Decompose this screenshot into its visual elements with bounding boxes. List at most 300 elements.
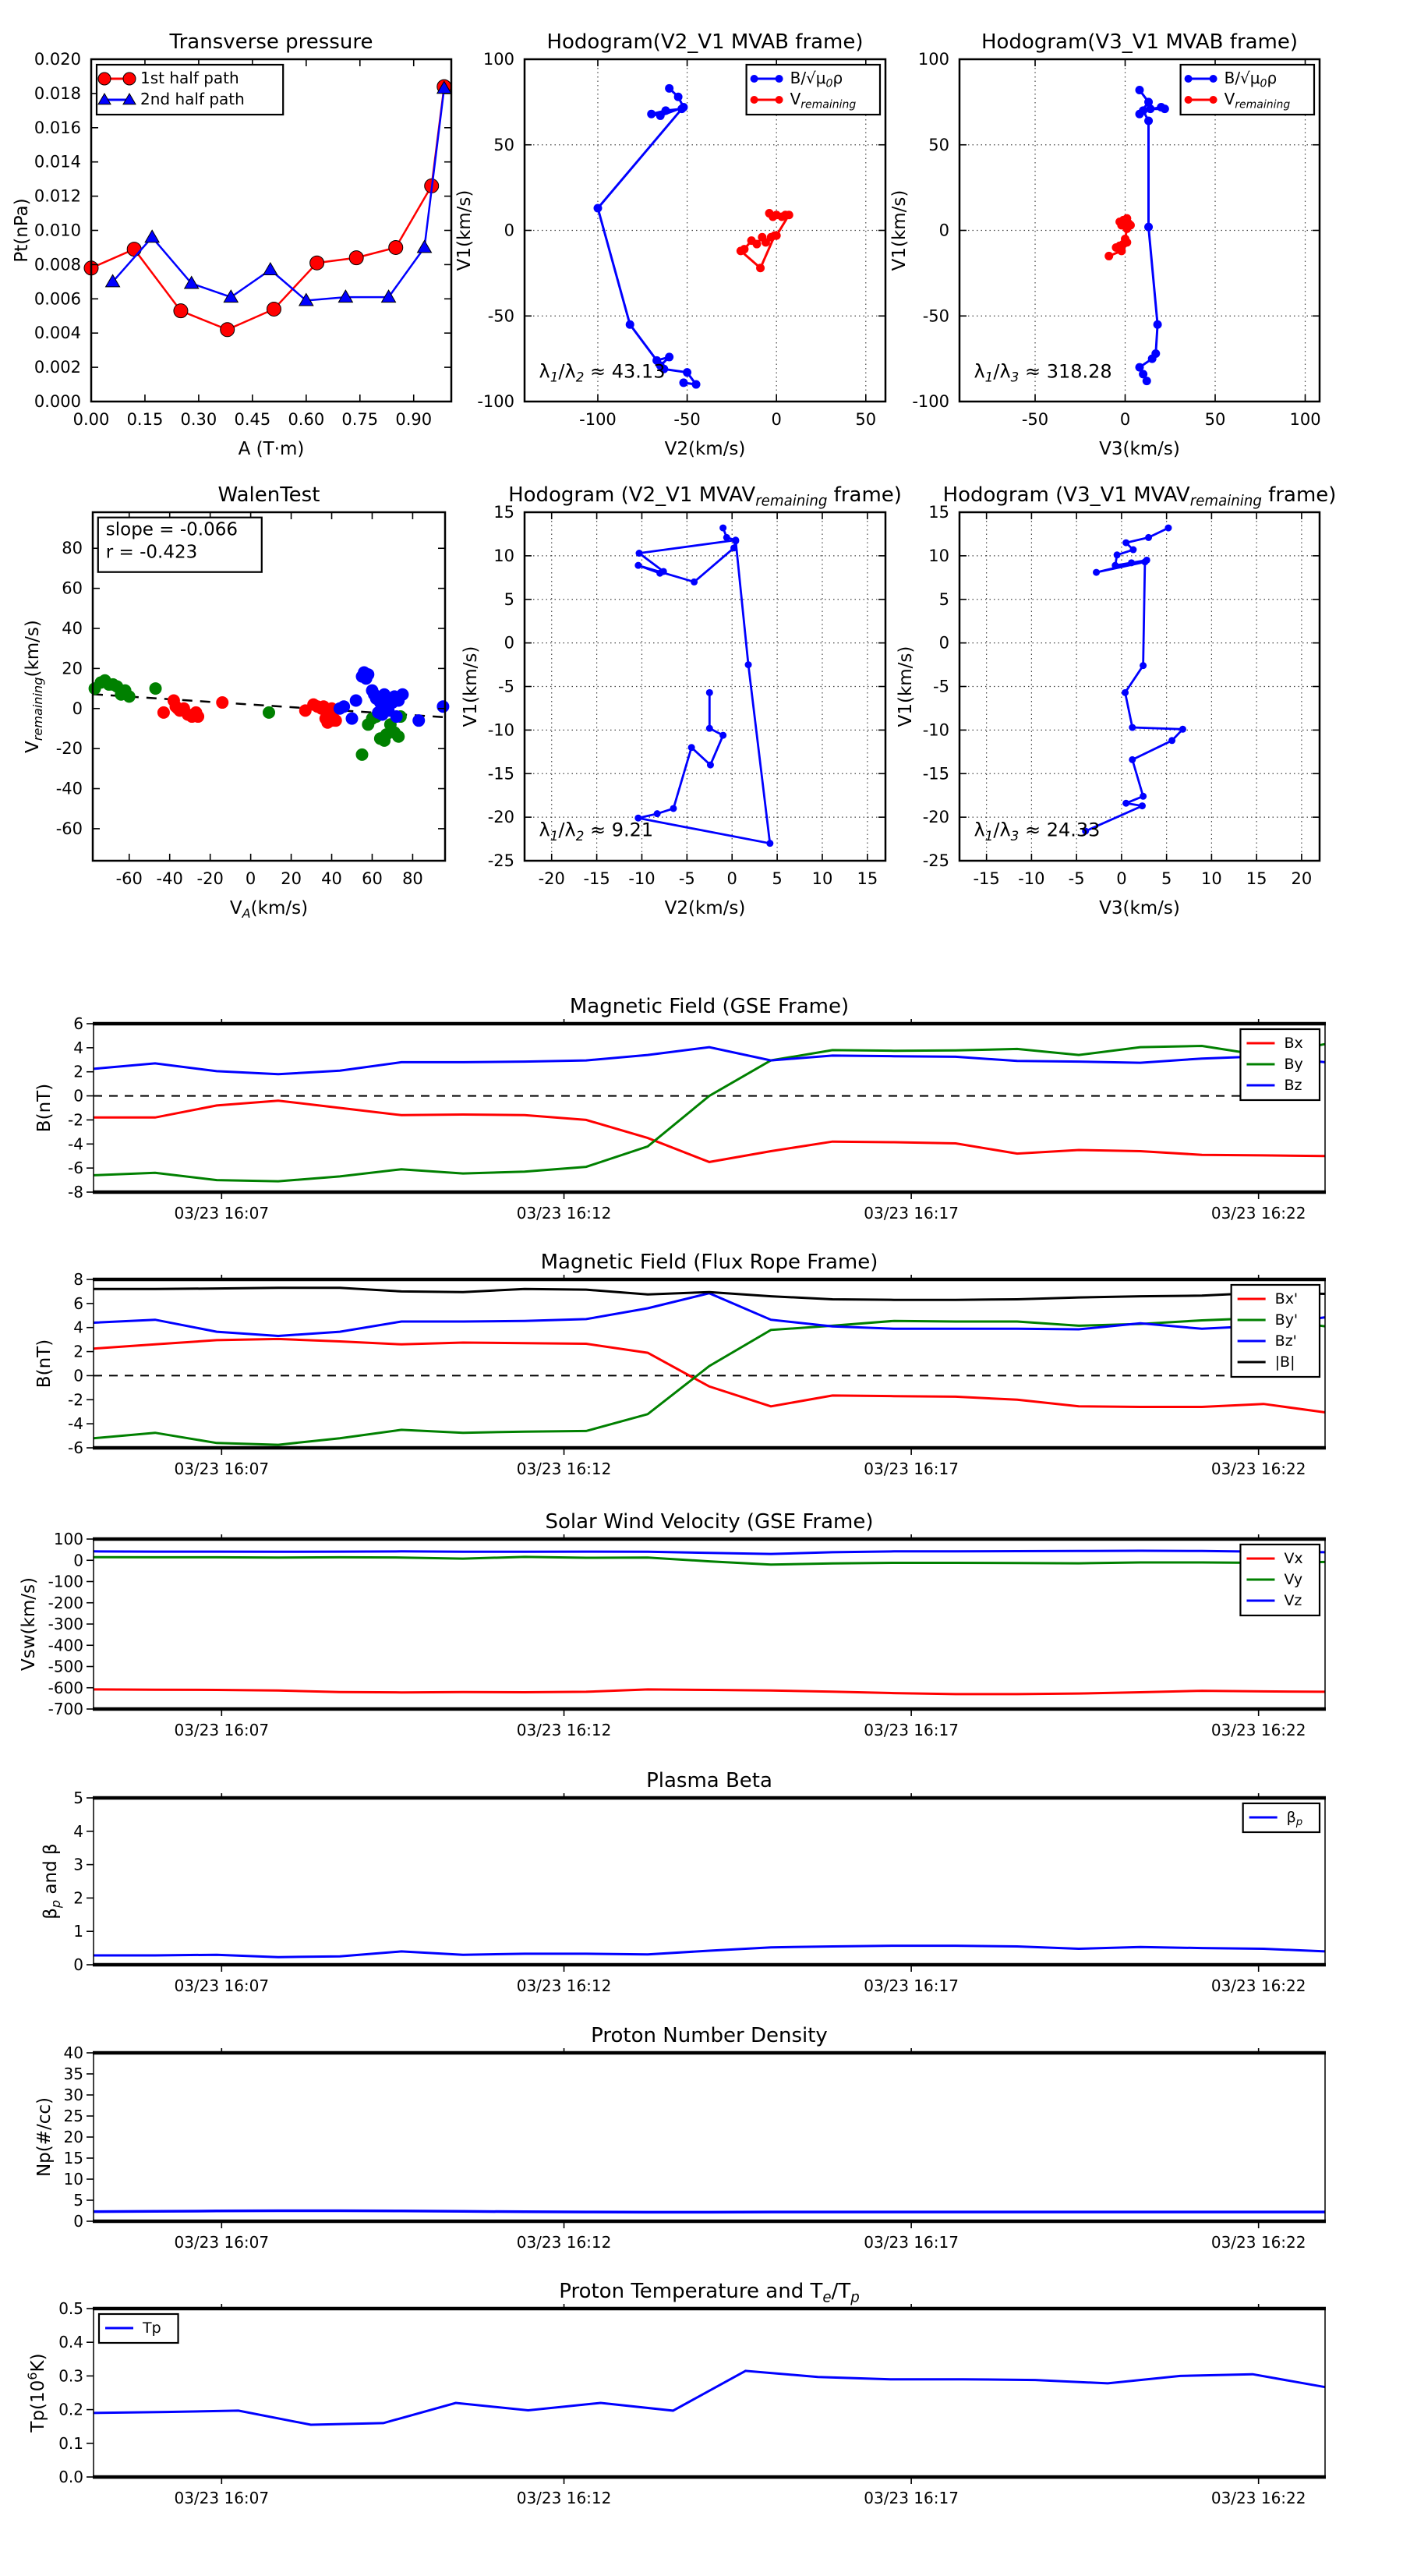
y-tick-label: -6	[68, 1438, 83, 1457]
annotation: $\lambda_1/\lambda_3 \approx 24.33$	[974, 819, 1101, 844]
point-marker	[317, 700, 330, 713]
x-tick-label: 0.90	[395, 410, 433, 429]
legend-label: Bz'	[1274, 1332, 1297, 1350]
y-tick-label: 0.012	[34, 186, 81, 206]
legend-label: $V_{remaining}$	[1224, 90, 1291, 111]
point-marker	[1129, 756, 1136, 763]
x-tick-label: -5	[678, 869, 695, 888]
point-marker	[707, 762, 714, 769]
point-marker	[1154, 320, 1162, 329]
y-axis-label: V1(km/s)	[889, 189, 910, 271]
y-tick-label: 30	[63, 2086, 83, 2104]
point-marker	[310, 256, 324, 270]
point-marker	[1164, 525, 1172, 532]
y-tick-label: -4	[68, 1134, 83, 1154]
point-marker	[267, 302, 281, 316]
x-tick-label: 100	[1289, 410, 1321, 429]
chart-solar-wind-velocity	[19, 1510, 1326, 1739]
y-tick-label: -700	[48, 1700, 83, 1718]
x-tick-label: 03/23 16:17	[864, 1721, 959, 1739]
point-marker	[730, 544, 737, 551]
legend-label: 1st half path	[140, 69, 239, 87]
axes-box	[94, 1279, 1325, 1448]
x-tick-label: 5	[1161, 869, 1172, 888]
x-tick-label: 0.15	[126, 410, 164, 429]
point-marker	[1117, 246, 1126, 255]
y-tick-label: -15	[487, 764, 514, 784]
point-marker	[1122, 689, 1129, 696]
y-tick-label: 0.004	[34, 324, 81, 343]
y-tick-label: 0.0	[58, 2468, 83, 2486]
y-tick-label: 0.5	[58, 2299, 83, 2318]
x-tick-label: 03/23 16:12	[516, 1204, 612, 1223]
point-marker	[691, 579, 698, 586]
axes-box	[94, 2309, 1325, 2477]
chart-title: Magnetic Field (Flux Rope Frame)	[540, 1251, 878, 1274]
y-axis-label: $V_{remaining}(km/s)$	[23, 620, 46, 753]
point-marker	[396, 688, 408, 701]
point-marker	[636, 550, 643, 557]
y-tick-label: -50	[922, 306, 949, 326]
y-tick-label: 5	[73, 1789, 83, 1807]
triangle-marker	[338, 290, 352, 302]
x-axis-label: V2(km/s)	[664, 439, 746, 459]
legend-label: Bx	[1284, 1035, 1303, 1052]
point-marker	[1128, 559, 1135, 566]
x-tick-label: 03/23 16:07	[174, 1460, 270, 1478]
legend-label: By	[1284, 1056, 1303, 1073]
y-tick-label: -8	[68, 1183, 83, 1201]
point-marker	[770, 232, 779, 240]
y-tick-label: -25	[487, 851, 514, 870]
point-marker	[346, 713, 359, 725]
legend-label: $B/√\mu_0\rho$	[790, 69, 843, 90]
point-marker	[751, 96, 758, 104]
x-tick-label: -15	[973, 869, 1000, 888]
x-tick-label: 0	[245, 869, 256, 888]
chart-title: Proton Number Density	[591, 2024, 828, 2047]
point-marker	[123, 73, 136, 85]
y-tick-label: -2	[68, 1390, 83, 1410]
triangle-marker	[263, 263, 277, 274]
x-tick-label: 03/23 16:07	[174, 1721, 270, 1739]
point-marker	[1139, 106, 1147, 115]
point-marker	[1144, 117, 1153, 126]
y-tick-label: 10	[928, 546, 949, 565]
y-tick-label: 15	[493, 503, 514, 522]
point-marker	[674, 93, 683, 101]
y-tick-label: 0	[938, 221, 949, 240]
y-tick-label: 100	[917, 50, 949, 69]
y-tick-label: 6	[73, 1293, 83, 1313]
y-tick-label: 50	[928, 135, 949, 154]
point-marker	[677, 104, 686, 113]
y-axis-label: Vsw(km/s)	[19, 1577, 39, 1671]
point-marker	[1185, 96, 1193, 104]
y-tick-label: -20	[55, 739, 83, 759]
point-marker	[362, 668, 374, 681]
x-tick-label: 03/23 16:12	[516, 1976, 612, 1995]
legend-label: 2nd half path	[140, 90, 245, 108]
y-axis-label: $\beta_p$ and β	[41, 1843, 64, 1920]
y-tick-label: 3	[73, 1855, 83, 1874]
legend-label: |B|	[1274, 1353, 1295, 1371]
chart-hodogram-v2v1-mvab	[454, 30, 885, 459]
x-tick-label: 03/23 16:22	[1210, 1204, 1306, 1223]
series-Vx	[94, 1690, 1325, 1694]
x-tick-label: -15	[583, 869, 610, 888]
point-marker	[1185, 75, 1193, 83]
y-tick-label: 0.1	[58, 2433, 83, 2453]
series-Tp	[94, 2371, 1325, 2425]
y-tick-label: 0.018	[34, 83, 81, 103]
point-marker	[656, 570, 663, 577]
y-tick-label: 1	[73, 1922, 83, 1941]
x-tick-label: 50	[855, 410, 877, 429]
y-tick-label: 25	[63, 2107, 83, 2125]
legend-label: Vy	[1284, 1571, 1303, 1588]
series-Vz	[94, 1551, 1325, 1554]
x-tick-label: 0	[726, 869, 737, 888]
x-tick-label: 10	[811, 869, 833, 888]
point-marker	[647, 110, 656, 119]
x-tick-label: -20	[196, 869, 224, 888]
legend-label: Vz	[1284, 1592, 1302, 1609]
point-marker	[349, 251, 363, 265]
y-tick-label: 2	[73, 1342, 83, 1361]
legend-label: Bx'	[1274, 1290, 1299, 1307]
x-tick-label: -50	[673, 410, 701, 429]
y-tick-label: -50	[487, 306, 514, 326]
x-tick-label: 10	[1201, 869, 1222, 888]
x-tick-label: 03/23 16:07	[174, 2489, 270, 2507]
x-tick-label: 03/23 16:07	[174, 2233, 270, 2252]
chart-title: Proton Temperature and $T_e/T_p$	[559, 2280, 860, 2306]
y-tick-label: 0.4	[58, 2333, 83, 2352]
point-marker	[221, 323, 235, 337]
point-marker	[679, 378, 687, 387]
x-tick-label: 0.30	[180, 410, 217, 429]
y-axis-label: Pt(nPa)	[12, 198, 32, 263]
point-marker	[1140, 793, 1147, 800]
y-axis-label: V1(km/s)	[461, 646, 481, 727]
x-tick-label: 03/23 16:12	[516, 1721, 612, 1739]
point-marker	[665, 84, 673, 93]
point-marker	[758, 233, 766, 242]
y-tick-label: -2	[68, 1110, 83, 1130]
y-axis-label: B(nT)	[34, 1083, 55, 1133]
x-axis-label: V3(km/s)	[1099, 439, 1180, 459]
point-marker	[1210, 75, 1217, 83]
point-marker	[436, 700, 449, 713]
y-tick-label: -300	[48, 1615, 83, 1633]
point-marker	[1122, 540, 1129, 547]
point-marker	[123, 690, 136, 702]
point-marker	[719, 732, 726, 739]
y-axis-label: V1(km/s)	[454, 189, 475, 271]
y-tick-label: 0	[73, 1955, 83, 1974]
y-tick-label: 10	[493, 546, 514, 565]
annotation: $\lambda_1/\lambda_3 \approx 318.28$	[974, 360, 1112, 385]
point-marker	[1210, 96, 1217, 104]
y-tick-label: -15	[922, 764, 949, 784]
y-tick-label: 0.014	[34, 152, 81, 172]
chart-hodogram-v3v1-mvab	[889, 30, 1321, 459]
x-tick-label: 0	[1116, 869, 1127, 888]
x-tick-label: -60	[115, 869, 143, 888]
y-tick-label: 5	[504, 589, 514, 609]
chart-title: Hodogram (V3_V1 $MVAV_{remaining}$ frame)	[942, 483, 1337, 510]
y-axis-label: B(nT)	[34, 1339, 55, 1389]
point-marker	[1129, 724, 1136, 731]
y-tick-label: -600	[48, 1678, 83, 1697]
series-Vy	[94, 1557, 1325, 1565]
point-marker	[391, 710, 403, 723]
x-tick-label: 03/23 16:17	[864, 2489, 959, 2507]
y-tick-label: 0.008	[34, 255, 81, 274]
point-marker	[785, 211, 793, 219]
chart-magnetic-field-flux-rope	[34, 1251, 1326, 1478]
y-tick-label: 0	[72, 699, 83, 718]
y-tick-label: 0	[73, 1551, 83, 1570]
legend-label: $\beta_p$	[1286, 1809, 1303, 1829]
stats-line: r = -0.423	[105, 542, 198, 563]
point-marker	[1145, 534, 1152, 541]
y-tick-label: 100	[482, 50, 514, 69]
x-tick-label: -50	[1021, 410, 1049, 429]
y-tick-label: 8	[73, 1270, 83, 1289]
point-marker	[751, 75, 758, 83]
point-marker	[392, 731, 405, 743]
point-marker	[1114, 551, 1121, 558]
triangle-marker	[418, 240, 432, 252]
y-tick-label: 0.000	[34, 392, 81, 411]
point-marker	[737, 246, 745, 255]
point-marker	[157, 706, 170, 719]
chart-title: Hodogram(V2_V1 MVAB frame)	[546, 30, 864, 54]
point-marker	[1144, 223, 1153, 232]
chart-proton-number-density	[34, 2024, 1326, 2252]
x-tick-label: 03/23 16:12	[516, 1460, 612, 1478]
point-marker	[389, 240, 403, 254]
point-marker	[706, 725, 713, 732]
legend-label: Tp	[143, 2319, 161, 2337]
y-tick-label: 40	[62, 619, 83, 638]
point-marker	[654, 810, 661, 817]
x-tick-label: 03/23 16:17	[864, 2233, 959, 2252]
y-tick-label: -500	[48, 1657, 83, 1676]
y-axis-label: Np(#/cc)	[34, 2097, 55, 2178]
point-marker	[692, 380, 701, 389]
point-marker	[1146, 104, 1154, 113]
x-axis-label: V2(km/s)	[664, 898, 746, 918]
chart-title: Solar Wind Velocity (GSE Frame)	[545, 1510, 874, 1534]
point-marker	[634, 562, 641, 569]
point-marker	[1129, 547, 1136, 554]
point-marker	[1136, 86, 1144, 94]
legend-label: Vx	[1284, 1550, 1303, 1567]
y-tick-label: 4	[73, 1318, 83, 1337]
y-tick-label: -10	[922, 720, 949, 740]
x-tick-label: 03/23 16:22	[1210, 1460, 1306, 1478]
x-tick-label: 20	[1291, 869, 1313, 888]
axes-box	[94, 2053, 1325, 2221]
point-marker	[662, 106, 670, 115]
point-marker	[665, 352, 673, 361]
y-tick-label: 0.2	[58, 2400, 83, 2419]
chart-title: Hodogram (V2_V1 $MVAV_{remaining}$ frame)	[508, 483, 902, 510]
series-Np	[94, 2211, 1325, 2213]
legend-label: By'	[1274, 1311, 1299, 1329]
x-tick-label: 80	[402, 869, 423, 888]
y-tick-label: 0.016	[34, 118, 81, 137]
point-marker	[350, 694, 362, 706]
y-tick-label: -60	[55, 819, 83, 838]
point-marker	[1111, 562, 1119, 569]
y-tick-label: -20	[487, 808, 514, 827]
y-tick-label: 2	[73, 1888, 83, 1908]
x-tick-label: 03/23 16:17	[864, 1976, 959, 1995]
point-marker	[412, 714, 425, 727]
axes-box	[94, 1798, 1325, 1965]
annotation: $\lambda_1/\lambda_2 \approx 43.13$	[539, 360, 666, 385]
point-marker	[1139, 802, 1146, 809]
y-tick-label: 10	[63, 2170, 83, 2189]
point-marker	[688, 744, 695, 751]
x-tick-label: 0	[1119, 410, 1131, 429]
point-marker	[756, 264, 765, 272]
point-marker	[127, 242, 141, 257]
x-tick-label: 0.45	[234, 410, 271, 429]
point-marker	[1122, 800, 1129, 807]
y-tick-label: 0	[504, 633, 514, 653]
point-marker	[1140, 662, 1147, 669]
chart-transverse-pressure	[12, 30, 451, 459]
y-tick-label: 80	[62, 539, 83, 558]
y-tick-label: 4	[73, 1821, 83, 1841]
y-tick-label: 15	[63, 2149, 83, 2167]
x-tick-label: 03/23 16:22	[1210, 1721, 1306, 1739]
chart-title: Plasma Beta	[646, 1769, 772, 1792]
point-marker	[1139, 370, 1147, 378]
y-tick-label: -400	[48, 1636, 83, 1655]
y-tick-label: -25	[922, 851, 949, 870]
y-tick-label: 60	[62, 579, 83, 598]
y-tick-label: 0.020	[34, 50, 81, 69]
y-axis-label: V1(km/s)	[896, 646, 916, 727]
x-tick-label: 03/23 16:22	[1210, 1976, 1306, 1995]
point-marker	[1104, 252, 1113, 260]
point-marker	[337, 700, 350, 713]
x-tick-label: 03/23 16:22	[1210, 2489, 1306, 2507]
y-tick-label: -100	[477, 392, 514, 411]
x-tick-label: 50	[1204, 410, 1226, 429]
point-marker	[1148, 355, 1157, 363]
point-marker	[706, 689, 713, 696]
y-tick-label: 0.002	[34, 358, 81, 377]
x-axis-label: V3(km/s)	[1099, 898, 1180, 918]
triangle-marker	[145, 230, 159, 242]
y-tick-label: -40	[55, 779, 83, 798]
x-tick-label: 03/23 16:17	[864, 1204, 959, 1223]
x-axis-label: $V_A(km/s)$	[229, 898, 309, 922]
point-marker	[719, 525, 726, 532]
y-tick-label: 0.010	[34, 221, 81, 240]
chart-title: WalenTest	[217, 483, 320, 507]
x-tick-label: 0.60	[288, 410, 325, 429]
y-tick-label: 20	[63, 2128, 83, 2146]
point-marker	[1179, 726, 1186, 733]
y-tick-label: 20	[62, 659, 83, 678]
y-tick-label: 2	[73, 1062, 83, 1081]
chart-walen-test	[23, 483, 449, 921]
y-tick-label: 5	[73, 2191, 83, 2210]
legend-label: $V_{remaining}$	[790, 90, 857, 111]
x-tick-label: 5	[772, 869, 783, 888]
point-marker	[593, 203, 602, 212]
x-tick-label: 03/23 16:07	[174, 1204, 270, 1223]
legend-label: $B/√\mu_0\rho$	[1224, 69, 1278, 90]
y-tick-label: -4	[68, 1414, 83, 1434]
chart-title: Transverse pressure	[169, 30, 373, 54]
y-tick-label: 0	[73, 2212, 83, 2231]
y-tick-label: -6	[68, 1159, 83, 1178]
y-tick-label: -20	[922, 808, 949, 827]
x-tick-label: 03/23 16:07	[174, 1976, 270, 1995]
x-tick-label: -10	[1018, 869, 1045, 888]
y-tick-label: 0	[73, 1366, 83, 1385]
y-tick-label: -100	[48, 1572, 83, 1591]
y-tick-label: 4	[73, 1038, 83, 1057]
point-marker	[1141, 558, 1148, 565]
point-marker	[747, 236, 756, 245]
series-By	[94, 1044, 1325, 1181]
y-tick-label: 15	[928, 503, 949, 522]
x-tick-label: 03/23 16:22	[1210, 2233, 1306, 2252]
x-tick-label: 60	[362, 869, 383, 888]
annotation: $\lambda_1/\lambda_2 \approx 9.21$	[539, 819, 654, 844]
point-marker	[626, 320, 634, 329]
point-marker	[216, 696, 228, 709]
chart-title: Hodogram(V3_V1 MVAB frame)	[981, 30, 1299, 54]
axes-box	[94, 1539, 1325, 1709]
point-marker	[1168, 737, 1175, 744]
chart-hodogram-v3v1-mvav	[896, 483, 1336, 918]
point-marker	[355, 748, 368, 761]
y-tick-label: -200	[48, 1593, 83, 1612]
point-marker	[745, 661, 752, 668]
series-Bx	[94, 1101, 1325, 1162]
series-B-over-sqrt-mu0rho	[598, 88, 696, 384]
x-tick-label: 03/23 16:17	[864, 1460, 959, 1478]
x-tick-label: 0	[771, 410, 782, 429]
series-Bz	[94, 1047, 1325, 1074]
x-tick-label: -100	[579, 410, 617, 429]
point-marker	[723, 534, 730, 541]
x-tick-label: 15	[857, 869, 878, 888]
x-tick-label: 40	[321, 869, 342, 888]
chart-hodogram-v2v1-mvav	[461, 483, 902, 918]
axes-box	[94, 1024, 1325, 1192]
point-marker	[1093, 569, 1100, 576]
x-axis-label: A (T·m)	[238, 439, 305, 459]
chart-plasma-beta	[41, 1769, 1326, 1995]
point-marker	[98, 73, 111, 85]
y-tick-label: 35	[63, 2065, 83, 2083]
x-tick-label: 03/23 16:12	[516, 2233, 612, 2252]
chart-proton-temperature	[25, 2280, 1326, 2507]
chart-magnetic-field-gse	[34, 995, 1326, 1223]
